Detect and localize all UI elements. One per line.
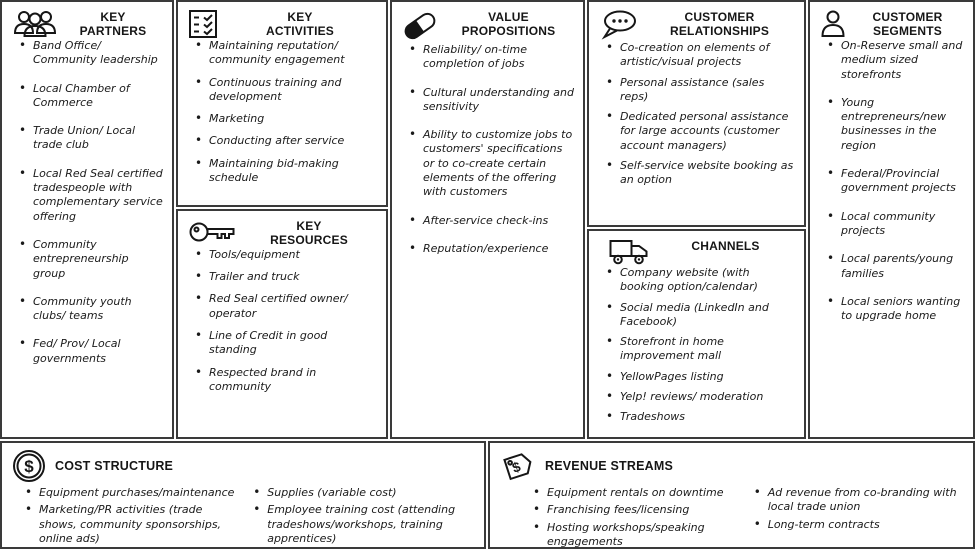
section-key-resources (176, 209, 388, 439)
list-item: • Equipment purchases/maintenance (24, 486, 238, 500)
list-item: • Local seniors wanting to upgrade home (826, 295, 965, 324)
chat-bubble-icon (599, 9, 639, 41)
bullet-list (739, 486, 965, 549)
list-item: • Young entrepreneurs/new businesses in the region (826, 96, 965, 153)
list-item: • Social media (LinkedIn and Facebook) (605, 301, 796, 330)
list-item: • Cultural understanding and sensitivity (408, 86, 575, 115)
list-item: • Trade Union/ Local trade club (18, 124, 164, 153)
section-header (186, 216, 378, 248)
list-item: • Marketing (194, 112, 378, 126)
bullet-list (238, 486, 476, 549)
section-header (818, 7, 965, 39)
list-item: • Local community projects (826, 210, 965, 239)
list-item: • Red Seal certified owner/ operator (194, 292, 378, 321)
two-column-list (518, 486, 965, 549)
section-value-propositions (390, 0, 585, 439)
list-item: • Personal assistance (sales reps) (605, 76, 796, 105)
section-revenue-streams (488, 441, 975, 549)
list-item: • Local Red Seal certified tradespeople with complementary service offering (18, 167, 164, 224)
list-item: • Yelp! reviews/ moderation (605, 390, 796, 404)
list-item: • Band Office/ Community leadership (18, 39, 164, 68)
section-title: CHANNELS (691, 239, 760, 253)
section-customer-relationships (587, 0, 806, 227)
checklist-icon (188, 9, 218, 39)
list-item: • Self-service website booking as an option (605, 159, 796, 188)
bullet-list (597, 266, 796, 425)
section-customer-segments (808, 0, 975, 439)
section-title: KEY PARTNERS (79, 10, 147, 39)
bullet-list (518, 486, 739, 549)
list-item: • Reputation/experience (408, 242, 575, 256)
list-item: • Tools/equipment (194, 248, 378, 262)
list-item: • Trailer and truck (194, 270, 378, 284)
key-icon (188, 218, 236, 246)
list-item: • YellowPages listing (605, 370, 796, 384)
person-icon (820, 9, 846, 39)
list-item: • Supplies (variable cost) (252, 486, 476, 500)
section-header (186, 7, 378, 39)
section-header (12, 449, 476, 483)
bullet-list (186, 248, 378, 394)
section-header (400, 7, 575, 43)
dollar-coin-icon (12, 449, 46, 483)
list-item: • Dedicated personal assistance for large accounts (customer account managers) (605, 110, 796, 153)
list-item: • Reliability/ on-time completion of jobs (408, 43, 575, 72)
list-item: • Respected brand in community (194, 366, 378, 395)
list-item: • Long-term contracts (753, 518, 965, 532)
section-title: REVENUE STREAMS (545, 459, 674, 473)
list-item: • Employee training cost (attending tradeshows/workshops, training apprentices) (252, 503, 476, 546)
list-item: • Co-creation on elements of artistic/visual projects (605, 41, 796, 70)
section-header (597, 236, 796, 266)
section-cost-structure (0, 441, 486, 549)
section-title: COST STRUCTURE (55, 459, 174, 473)
list-item: • Company website (with booking option/calendar) (605, 266, 796, 295)
list-item: • On-Reserve small and medium sized storefronts (826, 39, 965, 82)
list-item: • Ad revenue from co-branding with local trade union (753, 486, 965, 515)
bullet-list (400, 43, 575, 256)
section-title: CUSTOMER RELATIONSHIPS (669, 10, 770, 39)
list-item: • Hosting workshops/speaking engagements (532, 521, 739, 549)
section-title: CUSTOMER SEGMENTS (872, 10, 943, 39)
svg-text:$: $ (510, 458, 523, 476)
list-item: • Federal/Provincial government projects (826, 167, 965, 196)
list-item: • Local parents/young families (826, 252, 965, 281)
list-item: • Conducting after service (194, 134, 378, 148)
bullet-list (597, 41, 796, 188)
svg-text:$: $ (24, 457, 34, 476)
section-header (500, 449, 965, 483)
section-title: KEY ACTIVITIES (266, 10, 335, 39)
list-item: • After-service check-ins (408, 214, 575, 228)
capsule-icon (402, 9, 438, 43)
list-item: • Franchising fees/licensing (532, 503, 739, 517)
section-title: KEY RESOURCES (270, 219, 348, 248)
two-column-list (10, 486, 476, 549)
list-item: • Marketing/PR activities (trade shows, community sponsorships, online ads) (24, 503, 238, 546)
section-title: VALUE PROPOSITIONS (461, 10, 556, 39)
section-channels (587, 229, 806, 439)
bullet-list (10, 486, 238, 549)
list-item: • Ability to customize jobs to customers' specifications or to co-create certain elements of the offering with customers (408, 128, 575, 199)
section-header (10, 7, 164, 39)
list-item: • Continuous training and development (194, 76, 378, 105)
list-item: • Community youth clubs/ teams (18, 295, 164, 324)
list-item: • Maintaining reputation/ community engagement (194, 39, 378, 68)
list-item: • Local Chamber of Commerce (18, 82, 164, 111)
list-item: • Storefront in home improvement mall (605, 335, 796, 364)
list-item: • Fed/ Prov/ Local governments (18, 337, 164, 366)
list-item: • Equipment rentals on downtime (532, 486, 739, 500)
section-key-partners (0, 0, 174, 439)
section-key-activities (176, 0, 388, 207)
bullet-list (186, 39, 378, 185)
section-header (597, 7, 796, 41)
bullet-list (818, 39, 965, 323)
price-tag-icon (500, 449, 536, 483)
truck-icon (609, 238, 651, 266)
list-item: • Community entrepreneurship group (18, 238, 164, 281)
bullet-list (10, 39, 164, 366)
list-item: • Tradeshows (605, 410, 796, 424)
people-group-icon (12, 9, 58, 39)
list-item: • Maintaining bid-making schedule (194, 157, 378, 186)
list-item: • Line of Credit in good standing (194, 329, 378, 358)
